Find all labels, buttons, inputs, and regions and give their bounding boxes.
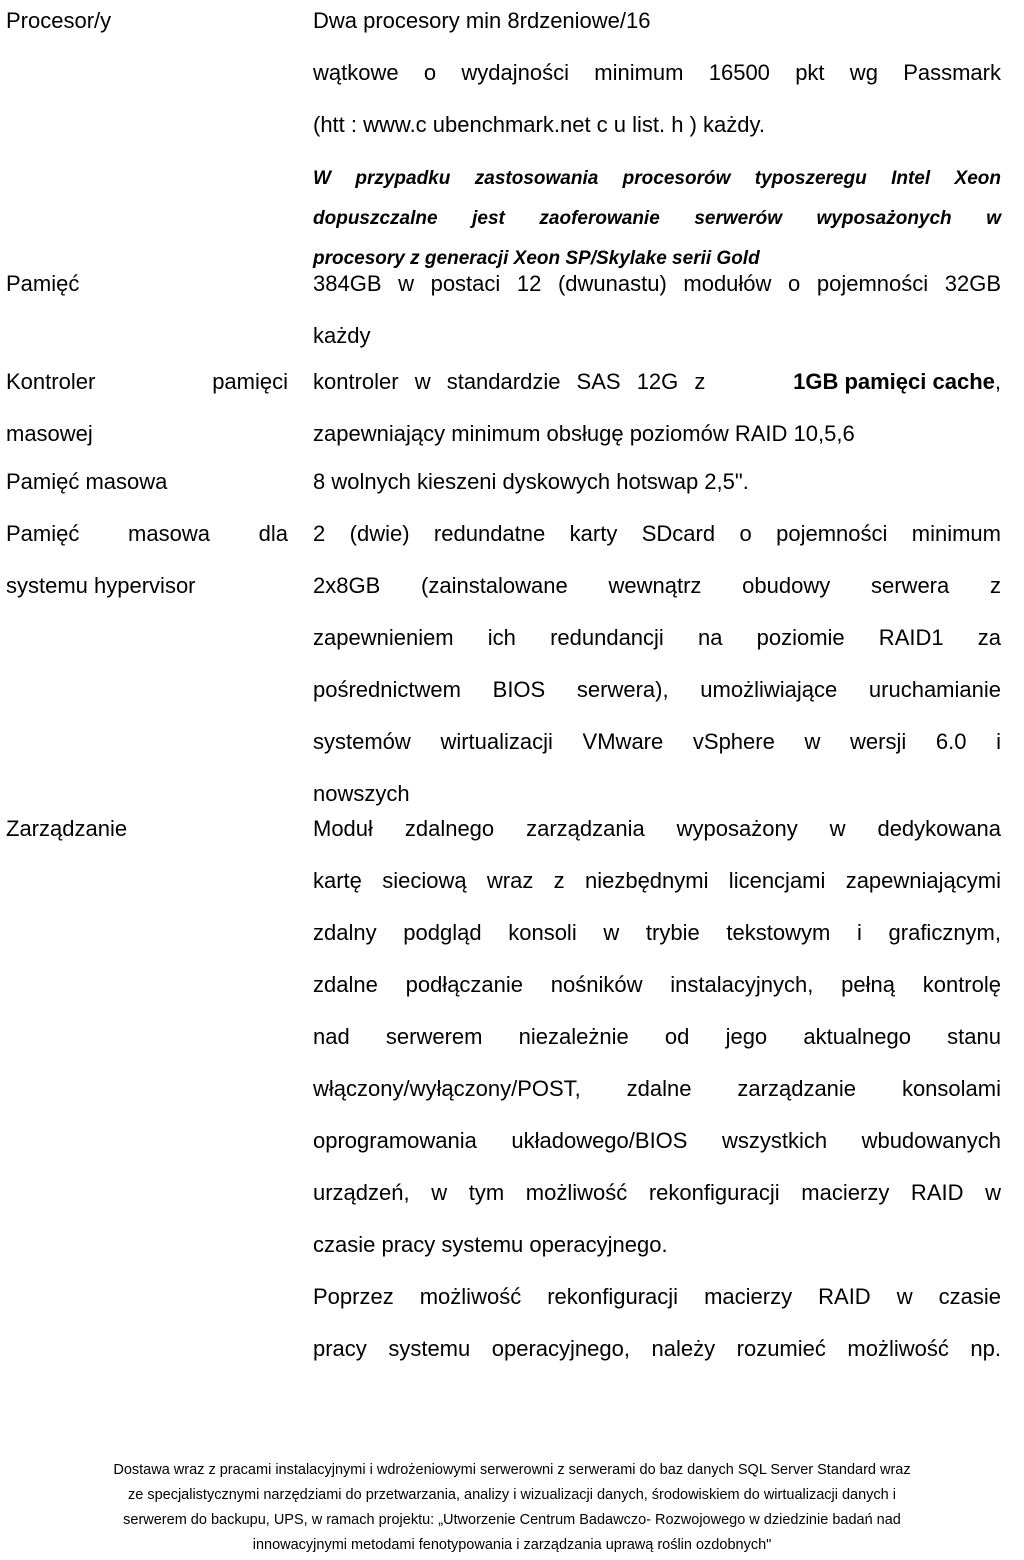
spec-label-hypervisor	[6, 508, 288, 612]
spec-line: Poprzez możliwość rekonfiguracji macierzy RAID w czasie	[313, 1284, 1001, 1309]
spec-label-word: pamięci	[212, 369, 288, 394]
spec-line: pracy systemu operacyjnego, należy rozumieć możliwość np.	[313, 1336, 1001, 1361]
spec-line: 8 wolnych kieszeni dyskowych hotswap 2,5".	[313, 469, 749, 494]
footer-line: innowacyjnymi metodami fenotypowania i zarządzania uprawą roślin ozdobnych"	[252, 1537, 772, 1553]
spec-punctuation: ,	[994, 369, 1001, 394]
spec-line: włączony/wyłączony/POST, zdalne zarządzanie konsolami	[313, 1076, 1001, 1101]
footer-line: serwerem do backupu, UPS, w ramach projektu: „Utworzenie Centrum Badawczo- Rozwojowego w dziedzinie badań nad	[123, 1512, 901, 1528]
spec-bold-text: 1GB pamięci cache	[793, 369, 995, 394]
spec-line: Moduł zdalnego zarządzania wyposażony w dedykowana	[313, 816, 1001, 841]
spec-line: kartę sieciową wraz z niezbędnymi licencjami zapewniającymi	[313, 868, 1001, 893]
spec-label-procesor: Procesor/y	[6, 8, 112, 33]
spec-label-kontroler	[6, 356, 288, 460]
spec-line: 384GB w postaci 12 (dwunastu) modułów o pojemności 32GB	[313, 271, 1001, 296]
spec-value-zarzadzanie	[313, 803, 1001, 1375]
spec-line: zdalny podgląd konsoli w trybie tekstowym i graficznym,	[313, 920, 1001, 945]
spec-line: nad serwerem niezależnie od jego aktualnego stanu	[313, 1024, 1001, 1049]
spec-value-hypervisor	[313, 508, 1001, 820]
spec-line: wątkowe o wydajności minimum 16500 pkt wg Passmark	[313, 60, 1001, 85]
spec-label-pamiec: Pamięć	[6, 271, 80, 296]
spec-text-bold	[793, 356, 1001, 408]
spec-label-word: masowa	[128, 521, 210, 546]
spec-line	[313, 356, 1001, 408]
spec-line: 2 (dwie) redundatne karty SDcard o pojemności minimum	[313, 521, 1001, 546]
spec-label-word: Pamięć	[6, 521, 80, 546]
spec-line: (htt : www.c ubenchmark.net c u list. h ) każdy.	[313, 112, 765, 137]
spec-line: zapewniający minimum obsługę poziomów RAID 10,5,6	[313, 421, 855, 446]
spec-line: systemów wirtualizacji VMware vSphere w wersji 6.0 i	[313, 729, 1001, 754]
spec-value-kontroler	[313, 356, 1001, 460]
spec-label-zarzadzanie: Zarządzanie	[6, 816, 128, 841]
spec-value-pamiec-masowa	[313, 456, 1001, 508]
spec-label-word: Kontroler	[6, 369, 96, 394]
spec-line: nowszych	[313, 781, 410, 806]
spec-note-line: dopuszczalne jest zaoferowanie serwerów wyposażonych w	[313, 208, 1001, 229]
spec-line: zdalne podłączanie nośników instalacyjnych, pełną kontrolę	[313, 972, 1001, 997]
spec-line: pośrednictwem BIOS serwera), umożliwiające uruchamianie	[313, 677, 1001, 702]
spec-value-pamiec	[313, 258, 1001, 362]
spec-line: czasie pracy systemu operacyjnego.	[313, 1232, 668, 1257]
spec-line: Dwa procesory min 8rdzeniowe/16	[313, 8, 651, 33]
spec-line: oprogramowania układowego/BIOS wszystkich wbudowanych	[313, 1128, 1001, 1153]
footer-line: Dostawa wraz z pracami instalacyjnymi i wdrożeniowymi serwerowni z serwerami do baz danych SQL Server Standard wraz	[113, 1462, 911, 1478]
spec-note-line: W przypadku zastosowania procesorów typoszeregu Intel Xeon	[313, 168, 1001, 189]
spec-line: urządzeń, w tym możliwość rekonfiguracji macierzy RAID w	[313, 1180, 1001, 1205]
spec-label-word: masowej	[6, 421, 93, 446]
spec-note-line: procesory z generacji Xeon SP/Skylake serii Gold	[313, 248, 760, 269]
spec-line: 2x8GB (zainstalowane wewnątrz obudowy serwera z	[313, 573, 1001, 598]
footer-project-note	[0, 1458, 1024, 1558]
spec-label-word: systemu hypervisor	[6, 573, 196, 598]
footer-line: ze specjalistycznymi narzędziami do przetwarzania, analizy i wizualizacji danych, środowiskiem do wirtualizacji danych i	[127, 1487, 896, 1503]
spec-line: każdy	[313, 323, 371, 348]
spec-value-procesor	[313, 0, 1001, 279]
spec-text: kontroler w standardzie SAS 12G z	[313, 369, 722, 394]
spec-label-word: dla	[258, 521, 288, 546]
spec-label-pamiec-masowa: Pamięć masowa	[6, 469, 168, 494]
spec-line: zapewnieniem ich redundancji na poziomie RAID1 za	[313, 625, 1001, 650]
